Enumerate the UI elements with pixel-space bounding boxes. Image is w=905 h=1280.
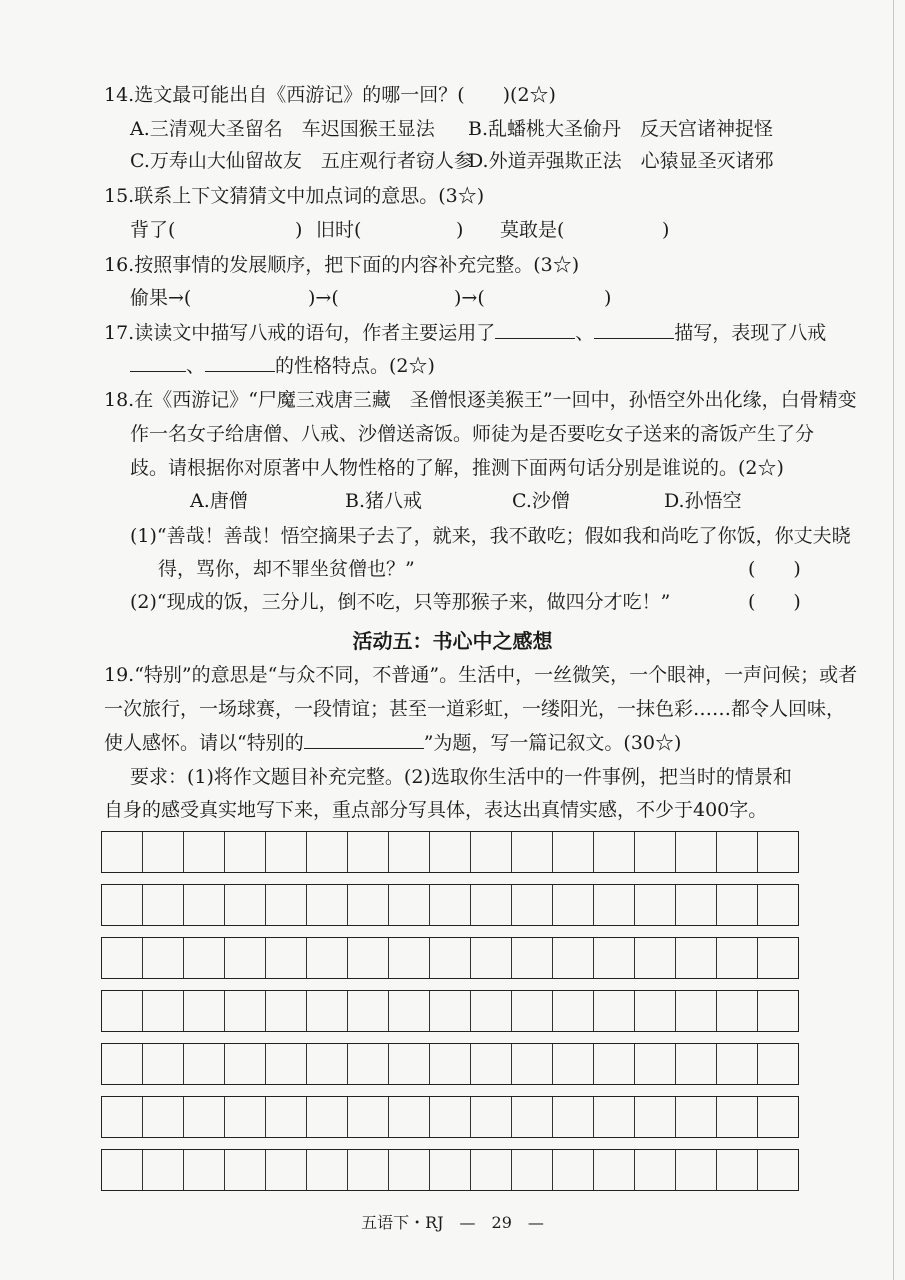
q16-arrow-2: )→(: [454, 287, 485, 309]
q15-stem: 15.联系上下文猜猜文中加点词的意思。(3☆): [104, 185, 485, 207]
grid-cell[interactable]: [307, 1097, 348, 1137]
q18-answer-2[interactable]: ( ): [748, 591, 801, 613]
grid-cell[interactable]: [676, 938, 717, 978]
q18-line-3: 歧。请根据你对原著中人物性格的了解，推测下面两句话分别是谁说的。(2☆): [130, 457, 784, 479]
grid-cell[interactable]: [348, 1150, 389, 1190]
grid-cell[interactable]: [430, 832, 471, 872]
q14-option-a: A.三清观大圣留名 车迟国猴王显法: [130, 118, 435, 140]
section-title: 活动五：书心中之感想: [352, 629, 553, 653]
grid-row: [101, 1096, 799, 1138]
grid-cell[interactable]: [102, 1097, 143, 1137]
q17-blank-3[interactable]: [130, 353, 186, 372]
grid-cell[interactable]: [348, 1097, 389, 1137]
grid-cell[interactable]: [676, 991, 717, 1031]
grid-cell[interactable]: [266, 832, 307, 872]
grid-cell[interactable]: [471, 1044, 512, 1084]
q14-option-b: B.乱蟠桃大圣偷丹 反天宫诸神捉怪: [468, 118, 774, 140]
grid-cell[interactable]: [635, 885, 676, 925]
grid-cell[interactable]: [758, 832, 798, 872]
q17-part3: 描写，表现了八戒: [674, 322, 827, 344]
grid-cell[interactable]: [635, 938, 676, 978]
grid-cell[interactable]: [471, 991, 512, 1031]
grid-cell[interactable]: [389, 1150, 430, 1190]
grid-cell[interactable]: [758, 938, 798, 978]
page-footer: 五语下・RJ — 29 —: [361, 1213, 544, 1232]
grid-cell[interactable]: [594, 832, 635, 872]
q18-sentence-2: (2)“现成的饭，三分儿，倒不吃，只等那猴子来，做四分才吃！”: [130, 591, 671, 613]
grid-cell[interactable]: [348, 885, 389, 925]
grid-cell[interactable]: [512, 1150, 553, 1190]
grid-cell[interactable]: [348, 1044, 389, 1084]
grid-cell[interactable]: [184, 938, 225, 978]
grid-cell[interactable]: [512, 991, 553, 1031]
q19-line-3-a: 使人感怀。请以“特别的: [104, 732, 304, 754]
grid-cell[interactable]: [635, 1097, 676, 1137]
grid-cell[interactable]: [512, 885, 553, 925]
grid-cell[interactable]: [635, 1150, 676, 1190]
grid-cell[interactable]: [266, 885, 307, 925]
grid-cell[interactable]: [471, 832, 512, 872]
grid-cell[interactable]: [348, 991, 389, 1031]
grid-cell[interactable]: [430, 1097, 471, 1137]
grid-cell[interactable]: [143, 1150, 184, 1190]
grid-cell[interactable]: [512, 1044, 553, 1084]
grid-row: [101, 831, 799, 873]
grid-cell[interactable]: [717, 938, 758, 978]
q16-stem: 16.按照事情的发展顺序，把下面的内容补充完整。(3☆): [104, 254, 580, 276]
grid-cell[interactable]: [184, 991, 225, 1031]
grid-cell[interactable]: [389, 991, 430, 1031]
q18-sentence-1-line-1: (1)“善哉！善哉！悟空摘果子去了，就来，我不敢吃；假如我和尚吃了你饭，你丈夫晓: [130, 525, 851, 547]
q18-choice-c: C.沙僧: [512, 490, 570, 512]
grid-cell[interactable]: [512, 938, 553, 978]
q18-line-1: 18.在《西游记》“尸魔三戏唐三藏 圣僧恨逐美猴王”一回中，孙悟空外出化缘，白骨精变: [104, 389, 857, 411]
q19-requirement-1: 要求：(1)将作文题目补充完整。(2)选取你生活中的一件事例，把当时的情景和: [130, 766, 792, 788]
grid-row: [101, 1043, 799, 1085]
grid-cell[interactable]: [594, 991, 635, 1031]
q15-item-3-close: ): [662, 219, 670, 241]
grid-row: [101, 990, 799, 1032]
q19-line-3-b: ”为题，写一篇记叙文。(30☆): [423, 732, 682, 754]
grid-cell[interactable]: [676, 1044, 717, 1084]
q15-item-2-close: ): [456, 219, 464, 241]
q19-requirement-2: 自身的感受真实地写下来，重点部分写具体，表达出真情实感，不少于400字。: [104, 799, 768, 821]
grid-cell[interactable]: [471, 885, 512, 925]
grid-row: [101, 1149, 799, 1191]
grid-cell[interactable]: [102, 1150, 143, 1190]
grid-cell[interactable]: [553, 1044, 594, 1084]
grid-cell[interactable]: [430, 1150, 471, 1190]
grid-cell[interactable]: [184, 885, 225, 925]
grid-cell[interactable]: [512, 832, 553, 872]
grid-cell[interactable]: [430, 991, 471, 1031]
grid-cell[interactable]: [225, 1044, 266, 1084]
grid-cell[interactable]: [389, 885, 430, 925]
grid-cell[interactable]: [266, 938, 307, 978]
grid-cell[interactable]: [184, 1044, 225, 1084]
grid-cell[interactable]: [717, 885, 758, 925]
grid-cell[interactable]: [307, 885, 348, 925]
q17-line-2: [130, 353, 435, 379]
grid-cell[interactable]: [225, 991, 266, 1031]
grid-cell[interactable]: [307, 938, 348, 978]
grid-cell[interactable]: [553, 1150, 594, 1190]
q14-option-c: C.万寿山大仙留故友 五庄观行者窃人参: [130, 150, 473, 172]
q14-stem: 14.选文最可能出自《西游记》的哪一回？( )(2☆): [104, 84, 556, 106]
grid-cell[interactable]: [594, 885, 635, 925]
grid-cell[interactable]: [758, 1097, 798, 1137]
grid-cell[interactable]: [307, 832, 348, 872]
grid-cell[interactable]: [553, 832, 594, 872]
grid-cell[interactable]: [430, 938, 471, 978]
grid-cell[interactable]: [389, 1044, 430, 1084]
grid-cell[interactable]: [102, 991, 143, 1031]
grid-row: [101, 937, 799, 979]
grid-cell[interactable]: [102, 1044, 143, 1084]
q15-item-1-close: ): [295, 219, 303, 241]
grid-cell[interactable]: [225, 885, 266, 925]
grid-cell[interactable]: [266, 1150, 307, 1190]
q16-start: 偷果→(: [130, 287, 192, 309]
grid-cell[interactable]: [635, 832, 676, 872]
q14-option-d: D.外道弄强欺正法 心猿显圣灭诸邪: [468, 150, 774, 172]
grid-cell[interactable]: [717, 991, 758, 1031]
grid-cell[interactable]: [225, 1097, 266, 1137]
grid-cell[interactable]: [102, 832, 143, 872]
grid-cell[interactable]: [389, 832, 430, 872]
q19-line-1: 19.“特别”的意思是“与众不同，不普通”。生活中，一丝微笑，一个眼神，一声问候；或者: [104, 664, 858, 686]
q18-choice-d: D.孙悟空: [664, 490, 742, 512]
q16-end: ): [604, 287, 612, 309]
grid-cell[interactable]: [594, 1044, 635, 1084]
grid-cell[interactable]: [553, 938, 594, 978]
grid-row: [101, 884, 799, 926]
grid-cell[interactable]: [143, 1044, 184, 1084]
q17-part4: 、: [186, 355, 206, 377]
grid-cell[interactable]: [389, 1097, 430, 1137]
grid-cell[interactable]: [758, 1044, 798, 1084]
grid-cell[interactable]: [266, 991, 307, 1031]
q17-line-1: [104, 320, 826, 346]
grid-cell[interactable]: [225, 938, 266, 978]
grid-cell[interactable]: [184, 1097, 225, 1137]
grid-cell[interactable]: [717, 1097, 758, 1137]
grid-cell[interactable]: [676, 885, 717, 925]
grid-cell[interactable]: [758, 991, 798, 1031]
grid-cell[interactable]: [717, 1150, 758, 1190]
grid-cell[interactable]: [307, 1044, 348, 1084]
grid-cell[interactable]: [307, 991, 348, 1031]
grid-cell[interactable]: [553, 1097, 594, 1137]
grid-cell[interactable]: [594, 1097, 635, 1137]
grid-cell[interactable]: [676, 1150, 717, 1190]
grid-cell[interactable]: [102, 938, 143, 978]
grid-cell[interactable]: [225, 832, 266, 872]
grid-cell[interactable]: [143, 1097, 184, 1137]
grid-cell[interactable]: [143, 832, 184, 872]
q18-line-2: 作一名女子给唐僧、八戒、沙僧送斋饭。师徒为是否要吃女子送来的斋饭产生了分: [130, 423, 815, 445]
grid-cell[interactable]: [225, 1150, 266, 1190]
q19-title-blank[interactable]: [304, 730, 424, 749]
grid-cell[interactable]: [266, 1044, 307, 1084]
q17-part5: 的性格特点。(2☆): [275, 355, 435, 377]
q16-arrow-1: )→(: [308, 287, 339, 309]
grid-cell[interactable]: [635, 1044, 676, 1084]
grid-cell[interactable]: [348, 938, 389, 978]
grid-cell[interactable]: [143, 991, 184, 1031]
q15-item-1-open: 背了(: [130, 219, 176, 241]
grid-cell[interactable]: [594, 938, 635, 978]
grid-cell[interactable]: [676, 1097, 717, 1137]
grid-cell[interactable]: [512, 1097, 553, 1137]
q17-blank-1[interactable]: [495, 320, 575, 339]
grid-cell[interactable]: [553, 991, 594, 1031]
grid-cell[interactable]: [143, 885, 184, 925]
grid-cell[interactable]: [717, 1044, 758, 1084]
q15-item-2-open: 旧时(: [316, 219, 362, 241]
grid-cell[interactable]: [676, 832, 717, 872]
q18-sentence-1-line-2: 得，骂你，却不罪坐贫僧也？”: [158, 558, 415, 580]
grid-cell[interactable]: [389, 938, 430, 978]
grid-cell[interactable]: [471, 938, 512, 978]
grid-cell[interactable]: [430, 885, 471, 925]
grid-cell[interactable]: [758, 885, 798, 925]
q17-blank-4[interactable]: [205, 353, 275, 372]
q17-part2: 、: [575, 322, 595, 344]
grid-cell[interactable]: [594, 1150, 635, 1190]
q19-line-3: [104, 730, 681, 756]
grid-cell[interactable]: [143, 938, 184, 978]
grid-cell[interactable]: [184, 1150, 225, 1190]
q17-part1: 17.读读文中描写八戒的语句，作者主要运用了: [104, 322, 496, 344]
q18-answer-1[interactable]: ( ): [748, 558, 801, 580]
q18-choice-a: A.唐僧: [190, 490, 248, 512]
q17-blank-2[interactable]: [594, 320, 674, 339]
grid-cell[interactable]: [635, 991, 676, 1031]
grid-cell[interactable]: [348, 832, 389, 872]
q18-choice-b: B.猪八戒: [345, 490, 423, 512]
grid-cell[interactable]: [102, 885, 143, 925]
q19-line-2: 一次旅行，一场球赛，一段情谊；甚至一道彩虹，一缕阳光，一抹色彩……都令人回味，: [104, 698, 846, 720]
q15-item-3-open: 莫敢是(: [500, 219, 565, 241]
grid-cell[interactable]: [471, 1097, 512, 1137]
grid-cell[interactable]: [471, 1150, 512, 1190]
grid-cell[interactable]: [758, 1150, 798, 1190]
grid-cell[interactable]: [184, 832, 225, 872]
grid-cell[interactable]: [430, 1044, 471, 1084]
grid-cell[interactable]: [553, 885, 594, 925]
grid-cell[interactable]: [717, 832, 758, 872]
grid-cell[interactable]: [307, 1150, 348, 1190]
grid-cell[interactable]: [266, 1097, 307, 1137]
